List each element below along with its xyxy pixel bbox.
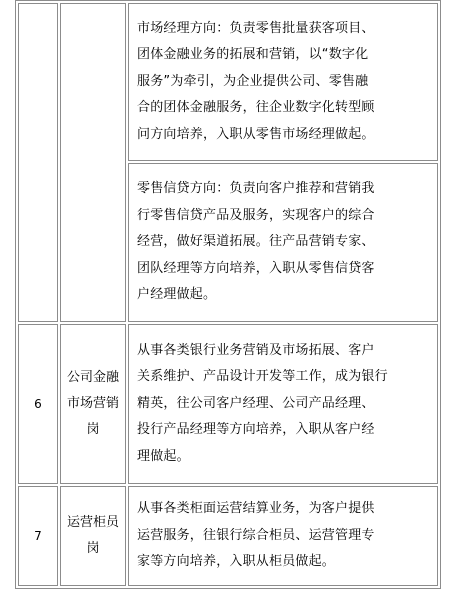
position-title-line: 运营柜员 (66, 515, 119, 530)
description-cell-operations-teller (128, 486, 438, 586)
description-line: 理做起。 (137, 448, 190, 464)
row-number-cell (18, 3, 58, 322)
description-line: 问方向培养，入职从零售市场经理做起。 (137, 126, 375, 142)
table-row (18, 486, 438, 586)
description-line: 家等方向培养，入职从柜员做起。 (137, 554, 336, 570)
description-cell-retail-credit (128, 163, 438, 322)
description-line: 经营，做好渠道拓展。往产品营销专家、 (137, 234, 375, 250)
position-title-cell (60, 486, 126, 586)
row-number: 6 (34, 397, 42, 411)
description-line: 从事各类银行业务营销及市场拓展、客户 (137, 342, 375, 358)
description-line: 服务”为牵引，为企业提供公司、零售融 (137, 73, 369, 89)
description-cell-market-manager (128, 3, 438, 161)
description-line: 投行产品经理等方向培养，入职从客户经 (137, 422, 375, 438)
position-title-cell (60, 324, 126, 484)
description-line: 行零售信贷产品及服务，实现客户的综合 (137, 207, 375, 223)
description-line: 运营服务，往银行综合柜员、运营管理专 (137, 527, 375, 543)
position-title-line: 市场营销 (66, 396, 119, 411)
description-line: 合的团体金融服务，往企业数字化转型顾 (137, 100, 375, 116)
description-line: 团体金融业务的拓展和营销，以“数字化 (137, 47, 369, 63)
description-line: 零售信贷方向：负责向客户推荐和营销我 (137, 181, 375, 197)
description-line: 精英，往公司客户经理、公司产品经理、 (137, 395, 375, 411)
row-number-cell (18, 486, 58, 586)
description-line: 市场经理方向：负责零售批量获客项目、 (137, 20, 375, 36)
position-title-cell (60, 3, 126, 322)
row-number: 7 (34, 529, 42, 543)
description-line: 户经理做起。 (137, 287, 217, 303)
position-title-line: 岗 (86, 541, 100, 556)
description-line: 团队经理等方向培养，入职从零售信贷客 (137, 260, 375, 276)
position-title-line: 公司金融 (66, 370, 119, 385)
description-line: 关系维护、产品设计开发等工作，成为银行 (137, 369, 388, 385)
description-cell-corporate-finance (128, 324, 438, 484)
description-line: 从事各类柜面运营结算业务，为客户提供 (137, 501, 375, 517)
table-row (18, 3, 438, 161)
table-row (18, 324, 438, 484)
position-title-line: 岗 (86, 422, 100, 437)
row-number-cell (18, 324, 58, 484)
job-description-table (15, 0, 441, 589)
